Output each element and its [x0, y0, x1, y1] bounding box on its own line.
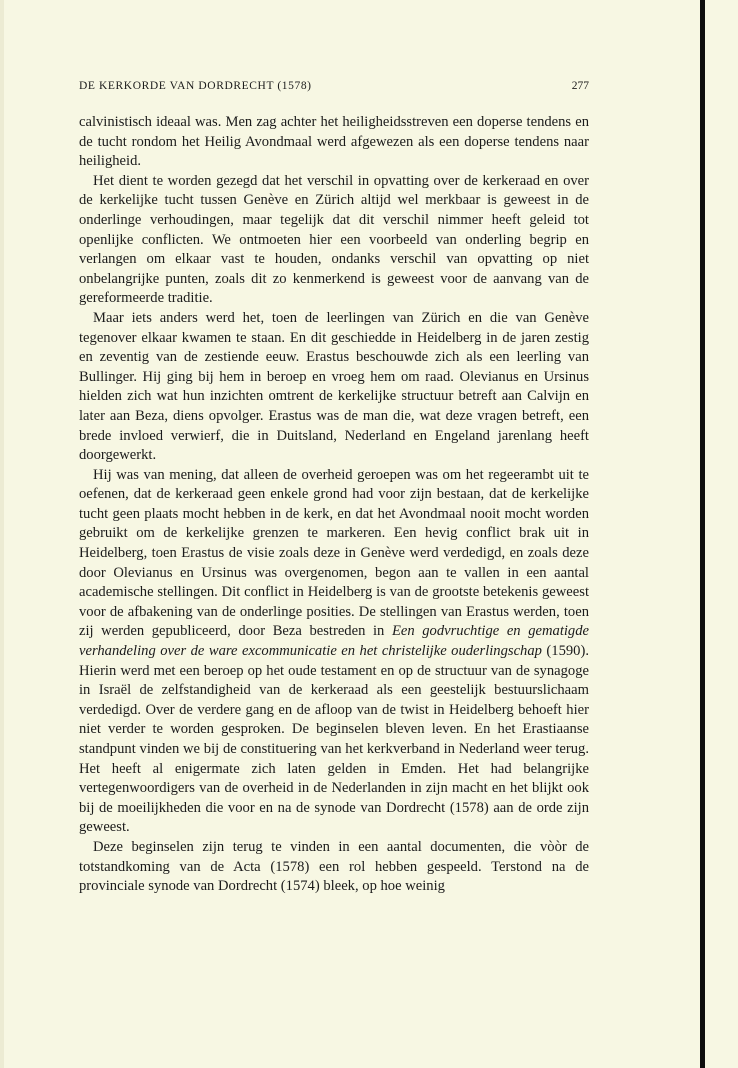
page-left-edge: [0, 0, 4, 1068]
running-head-title: DE KERKORDE VAN DORDRECHT (1578): [79, 80, 312, 92]
paragraph-4-text-before: Hij was van mening, dat alleen de overheid geroepen was om het regeerambt uit te oefenen, dat de kerkeraad geen enkele grond had voor zijn bestaan, dat de kerkelijke tucht geen plaats mocht hebben in de kerk, en dat het Avondmaal nooit mocht worden gebruikt om de kerkelijke grenzen te markeren. Een hevig conflict brak uit in Heidelberg, toen Erastus de visie zoals deze in Genève werd verdedigd, en zoals deze door Olevianus en Ursinus was overgenomen, begon aan te vallen in een aantal academische stellingen. Dit conflict in Heidelberg is van de grootste betekenis geweest voor de afbakening van de onderlinge posities. De stellingen van Erastus werden, toen zij werden gepubliceerd, door Beza bestreden in: [79, 466, 589, 640]
page-right-edge: [700, 0, 705, 1068]
body-text: [79, 113, 589, 897]
paragraph-3: Maar iets anders werd het, toen de leerlingen van Zürich en die van Genève tegenover elkaar kwamen te staan. En dit geschiedde in Heidelberg in de jaren zestig en zeventig van de zestiende eeuw. Erastus beschouwde zich als een leerling van Bullinger. Hij ging bij hem in beroep en vroeg hem om raad. Olevianus en Ursinus hielden zich wat hun inzichten omtrent de kerkelijke structuur betreft aan Calvijn en later aan Beza, diens opvolger. Erastus was de man die, wat deze vragen betreft, een brede invloed verwierf, die in Duitsland, Nederland en Engeland jarenlang heeft doorgewerkt.: [79, 309, 589, 464]
paragraph-4: [79, 466, 589, 838]
page-number: 277: [571, 80, 589, 92]
paragraph-1: calvinistisch ideaal was. Men zag achter het heiligheidsstreven een doperse tendens en de tucht rondom het Heilig Avondmaal werd afgewezen als een doperse tendens naar heiligheid.: [79, 114, 589, 170]
paragraph-2: Het dient te worden gezegd dat het verschil in opvatting over de kerkeraad en over de kerkelijke tucht tussen Genève en Zürich altijd wel merkbaar is geweest in de onderlinge verhoudingen, maar tegelijk dat dit verschil nimmer heeft geleid tot openlijke conflicten. We ontmoeten hier een voorbeeld van onderling begrip en verlangen om elkaar vast te houden, ondanks verschil van opvatting op niet onbelangrijke punten, zoals dit zo kenmerkend is geweest voor de aanvang van de gereformeerde traditie.: [79, 172, 589, 307]
paragraph-5: Deze beginselen zijn terug te vinden in een aantal documenten, die vòòr de totstandkoming van de Acta (1578) een rol hebben gespeeld. Terstond na de provinciale synode van Dordrecht (1574) bleek, op hoe weinig: [79, 838, 589, 895]
paragraph-4-text-after: (1590). Hierin werd met een beroep op het oude testament en op de structuur van de synagoge in Israël de zelfstandigheid van de kerkeraad als een geestelijk bestuurslichaam verdedigd. Over de verdere gang en de afloop van de twist in Heidelberg behoeft hier niet verder te worden gesproken. De beginselen bleven leven. En het Erastiaanse standpunt vinden we bij de constituering van het kerkverband in Nederland weer terug. Het heeft al enigermate zich laten gelden in Emden. Het had belangrijke vertegenwoordigers van de overheid in de Nederlanden in zijn macht en het blijkt ook bij de moeilijkheden die voor en na de synode van Dordrecht (1578) aan de orde zijn geweest.: [79, 643, 589, 836]
book-title: Een godvruchtige en gematigde verhandeling over de ware excommunicatie en het christelijke ouderlingschap: [79, 623, 589, 660]
running-head: [79, 80, 589, 96]
